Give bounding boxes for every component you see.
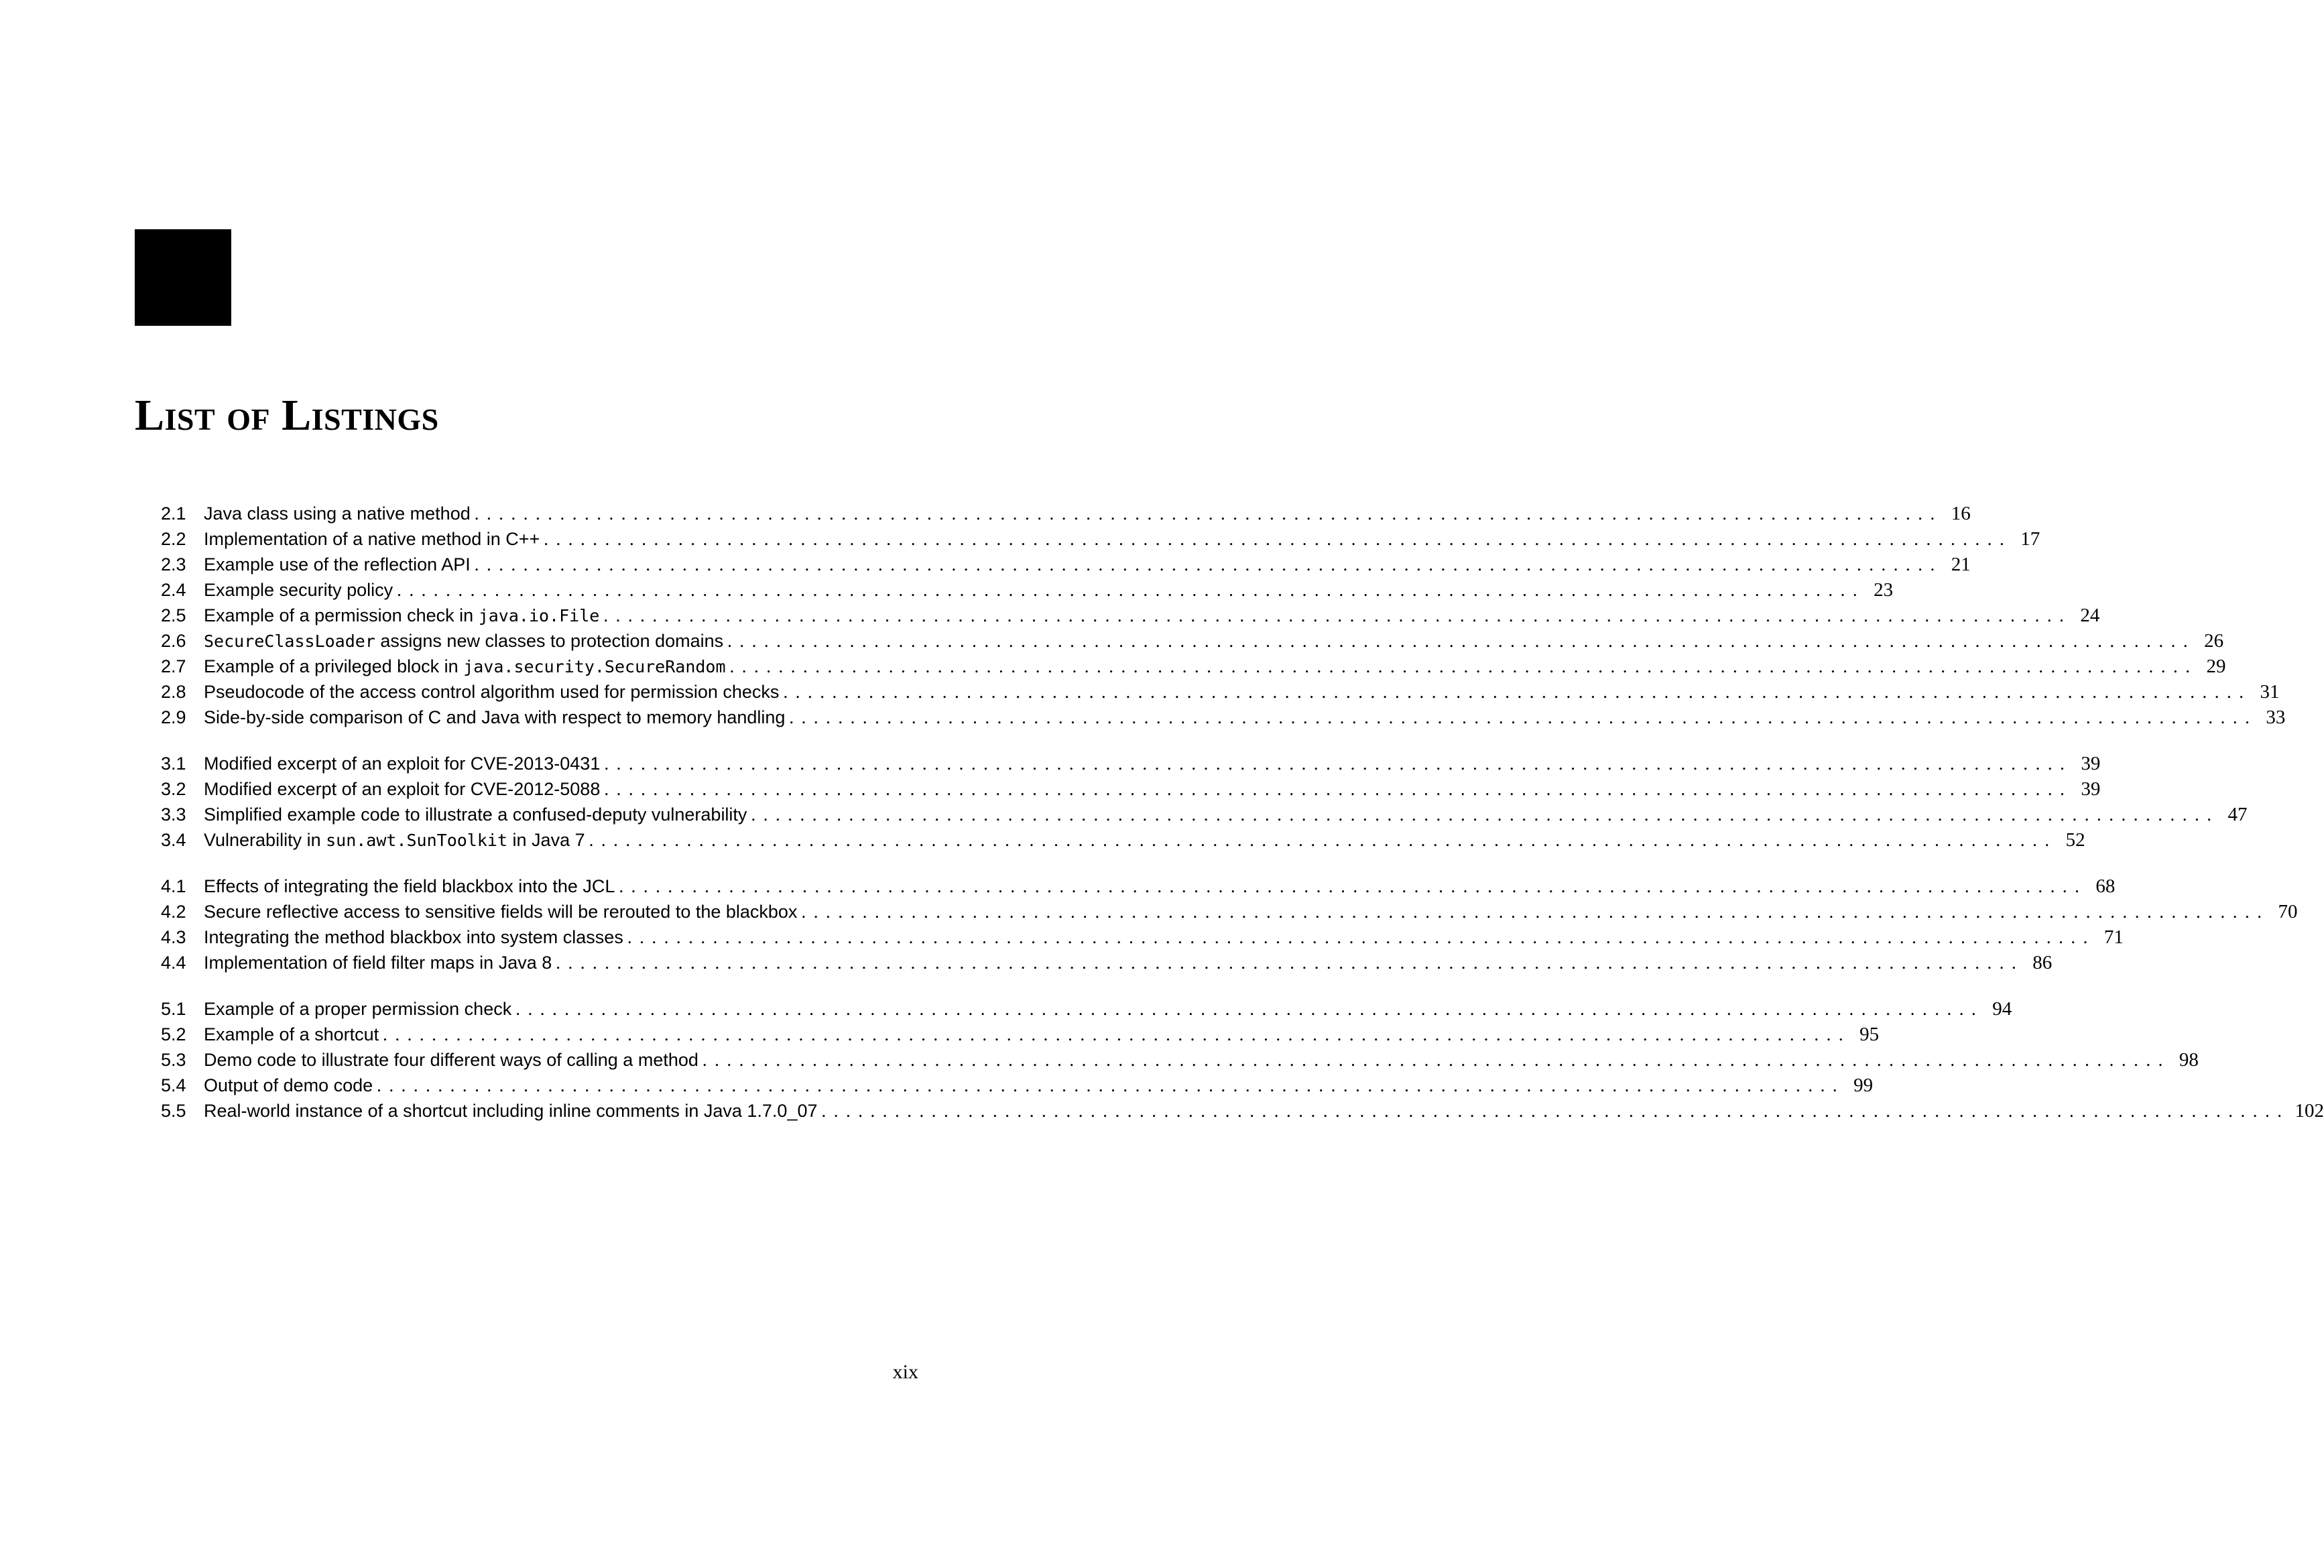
listing-entry[interactable] bbox=[161, 996, 2012, 1022]
listing-number: 2.6 bbox=[161, 631, 186, 651]
listing-title bbox=[204, 924, 623, 950]
listing-title-text: Side-by-side comparison of C and Java with respect to memory handling bbox=[204, 707, 786, 727]
listing-page-number: 52 bbox=[2065, 829, 2085, 851]
listing-entry[interactable] bbox=[161, 776, 2101, 802]
listing-page-number: 47 bbox=[2227, 804, 2248, 825]
listing-entry[interactable] bbox=[161, 802, 2248, 827]
listing-title-text: Output of demo code bbox=[204, 1075, 373, 1095]
listing-page-number: 102 bbox=[2295, 1100, 2324, 1122]
listing-number: 3.3 bbox=[161, 804, 186, 825]
listing-number: 2.5 bbox=[161, 605, 186, 625]
listing-number: 3.1 bbox=[161, 753, 186, 774]
listing-number: 5.3 bbox=[161, 1050, 186, 1070]
listing-title-text: assigns new classes to protection domains bbox=[375, 631, 724, 651]
listing-page-number: 26 bbox=[2204, 630, 2224, 652]
listing-number: 5.4 bbox=[161, 1075, 186, 1095]
listing-page-number: 95 bbox=[1859, 1024, 1880, 1045]
listing-title bbox=[204, 552, 471, 577]
listing-title-text: Modified excerpt of an exploit for CVE-2012-5088 bbox=[204, 779, 601, 799]
listing-title bbox=[204, 501, 471, 526]
dot-leader: ........................................................................................................................ bbox=[474, 503, 1943, 524]
listing-page-number: 70 bbox=[2278, 901, 2298, 922]
listing-entry[interactable] bbox=[161, 705, 2286, 730]
listing-page-number: 21 bbox=[1951, 554, 1971, 575]
listing-title bbox=[204, 705, 785, 730]
listing-entry[interactable] bbox=[161, 924, 2124, 950]
listing-entry[interactable] bbox=[161, 501, 1971, 526]
listing-number: 4.1 bbox=[161, 876, 186, 896]
listing-title-code: SecureClassLoader bbox=[204, 631, 375, 651]
listing-number: 2.4 bbox=[161, 580, 186, 600]
listing-page-number: 29 bbox=[2206, 656, 2226, 677]
dot-leader: ........................................................................................................................ bbox=[556, 953, 2024, 973]
dot-leader: ........................................................................................................................ bbox=[544, 529, 2012, 549]
dot-leader: ........................................................................................................................ bbox=[702, 1050, 2170, 1070]
listing-title-code: java.security.SecureRandom bbox=[463, 657, 726, 676]
listing-title-text: Example security policy bbox=[204, 580, 393, 600]
listing-number: 2.3 bbox=[161, 554, 186, 575]
listing-entry[interactable] bbox=[161, 654, 2226, 679]
dot-leader: ........................................................................................................................ bbox=[377, 1075, 1845, 1095]
listing-page-number: 17 bbox=[2020, 528, 2040, 550]
listing-page-number: 39 bbox=[2081, 778, 2101, 800]
listing-number: 2.7 bbox=[161, 656, 186, 676]
listing-title-text: Real-world instance of a shortcut including inline comments in Java 1.7.0_07 bbox=[204, 1101, 818, 1121]
dot-leader: ........................................................................................................................ bbox=[729, 656, 2198, 676]
chapter-marker-block bbox=[135, 229, 231, 326]
listing-title-text: Example of a privileged block in bbox=[204, 656, 464, 676]
listing-title bbox=[204, 526, 540, 552]
listing-page-number: 24 bbox=[2080, 605, 2100, 626]
listing-page-number: 86 bbox=[2032, 952, 2053, 973]
listing-title bbox=[204, 899, 797, 924]
dot-leader: ........................................................................................................................ bbox=[751, 804, 2219, 825]
listing-number: 4.2 bbox=[161, 902, 186, 922]
listing-title-text: Integrating the method blackbox into system classes bbox=[204, 927, 623, 947]
listing-entry[interactable] bbox=[161, 899, 2298, 924]
listing-page-number: 23 bbox=[1874, 579, 1894, 601]
dot-leader: ........................................................................................................................ bbox=[515, 999, 1984, 1019]
listing-title bbox=[204, 802, 747, 827]
listing-title bbox=[204, 679, 779, 705]
listing-group bbox=[161, 501, 2286, 730]
listing-title-text: Example of a permission check in bbox=[204, 605, 479, 625]
listing-title bbox=[204, 873, 615, 899]
listing-page-number: 39 bbox=[2081, 753, 2101, 774]
listing-title bbox=[204, 1022, 379, 1047]
listing-title bbox=[204, 577, 393, 603]
listing-title bbox=[204, 827, 585, 853]
listing-entry[interactable] bbox=[161, 827, 2085, 853]
dot-leader: ........................................................................................................................ bbox=[474, 554, 1943, 575]
listing-number: 5.2 bbox=[161, 1024, 186, 1044]
page-title: List of Listings bbox=[135, 391, 439, 440]
listing-title-code: java.io.File bbox=[478, 606, 600, 625]
listing-page-number: 94 bbox=[1992, 998, 2012, 1020]
listing-number: 2.8 bbox=[161, 682, 186, 702]
listing-page-number: 16 bbox=[1951, 503, 1971, 524]
listing-number: 2.1 bbox=[161, 503, 186, 524]
listing-entry[interactable] bbox=[161, 950, 2053, 975]
listing-title bbox=[204, 950, 552, 975]
dot-leader: ........................................................................................................................ bbox=[821, 1101, 2290, 1121]
listing-group bbox=[161, 751, 2248, 853]
listing-entry[interactable] bbox=[161, 1098, 2324, 1124]
listing-number: 2.2 bbox=[161, 529, 186, 549]
listing-title-text: Implementation of field filter maps in Java 8 bbox=[204, 953, 552, 973]
listing-title-text: Pseudocode of the access control algorithm used for permission checks bbox=[204, 682, 780, 702]
listing-number: 3.4 bbox=[161, 830, 186, 850]
listing-title-text: Example of a proper permission check bbox=[204, 999, 512, 1019]
dot-leader: ........................................................................................................................ bbox=[397, 580, 1866, 600]
listing-page-number: 98 bbox=[2179, 1049, 2199, 1071]
listing-title bbox=[204, 751, 600, 776]
listing-number: 3.2 bbox=[161, 779, 186, 799]
listing-entry[interactable] bbox=[161, 526, 2040, 552]
listings-list bbox=[161, 501, 2324, 1144]
listing-title-text: Effects of integrating the field blackbox into the JCL bbox=[204, 876, 615, 896]
listing-entry[interactable] bbox=[161, 751, 2101, 776]
listing-entry[interactable] bbox=[161, 628, 2224, 654]
listing-title-text: Secure reflective access to sensitive fields will be rerouted to the blackbox bbox=[204, 902, 798, 922]
listing-title bbox=[204, 1098, 818, 1124]
listing-entry[interactable] bbox=[161, 1073, 1874, 1098]
listing-title bbox=[204, 628, 723, 654]
listing-title-text: Java class using a native method bbox=[204, 503, 471, 524]
listing-title-text: in Java 7 bbox=[507, 830, 585, 850]
listing-title bbox=[204, 603, 599, 629]
listing-title-text: Implementation of a native method in C++ bbox=[204, 529, 540, 549]
listing-entry[interactable] bbox=[161, 679, 2280, 705]
listing-title bbox=[204, 776, 600, 802]
listing-group bbox=[161, 996, 2324, 1124]
dot-leader: ........................................................................................................................ bbox=[627, 927, 2095, 947]
listing-title-text: Vulnerability in bbox=[204, 830, 326, 850]
dot-leader: ........................................................................................................................ bbox=[604, 753, 2073, 774]
dot-leader: ........................................................................................................................ bbox=[603, 605, 2072, 625]
listing-page-number: 68 bbox=[2095, 876, 2116, 897]
listing-title bbox=[204, 654, 726, 680]
listing-number: 5.5 bbox=[161, 1101, 186, 1121]
listing-title-code: sun.awt.SunToolkit bbox=[326, 831, 508, 850]
listing-page-number: 31 bbox=[2260, 681, 2280, 703]
dot-leader: ........................................................................................................................ bbox=[619, 876, 2087, 896]
listing-title bbox=[204, 1047, 698, 1073]
dot-leader: ........................................................................................................................ bbox=[727, 631, 2196, 651]
listing-number: 4.3 bbox=[161, 927, 186, 947]
listing-title-text: Demo code to illustrate four different ways of calling a method bbox=[204, 1050, 698, 1070]
listing-title-text: Example of a shortcut bbox=[204, 1024, 379, 1044]
listing-page-number: 33 bbox=[2266, 707, 2286, 728]
listing-entry[interactable] bbox=[161, 1047, 2199, 1073]
dot-leader: ........................................................................................................................ bbox=[789, 707, 2258, 727]
listing-entry[interactable] bbox=[161, 552, 1971, 577]
listing-entry[interactable] bbox=[161, 873, 2116, 899]
listing-number: 5.1 bbox=[161, 999, 186, 1019]
listing-title-text: Modified excerpt of an exploit for CVE-2013-0431 bbox=[204, 753, 601, 774]
listing-entry[interactable] bbox=[161, 603, 2100, 628]
page-folio: xix bbox=[892, 1361, 918, 1383]
listing-title-text: Simplified example code to illustrate a confused-deputy vulnerability bbox=[204, 804, 747, 825]
listing-number: 2.9 bbox=[161, 707, 186, 727]
dot-leader: ........................................................................................................................ bbox=[801, 902, 2270, 922]
listing-title-text: Example use of the reflection API bbox=[204, 554, 471, 575]
listing-title bbox=[204, 996, 511, 1022]
listing-title bbox=[204, 1073, 373, 1098]
listing-page-number: 99 bbox=[1853, 1075, 1874, 1096]
dot-leader: ........................................................................................................................ bbox=[783, 682, 2252, 702]
listing-page-number: 71 bbox=[2103, 926, 2124, 948]
dot-leader: ........................................................................................................................ bbox=[589, 830, 2057, 850]
dot-leader: ........................................................................................................................ bbox=[604, 779, 2073, 799]
dot-leader: ........................................................................................................................ bbox=[383, 1024, 1851, 1044]
listing-number: 4.4 bbox=[161, 953, 186, 973]
listing-group bbox=[161, 873, 2298, 975]
listing-entry[interactable] bbox=[161, 1022, 1880, 1047]
listing-entry[interactable] bbox=[161, 577, 1894, 603]
